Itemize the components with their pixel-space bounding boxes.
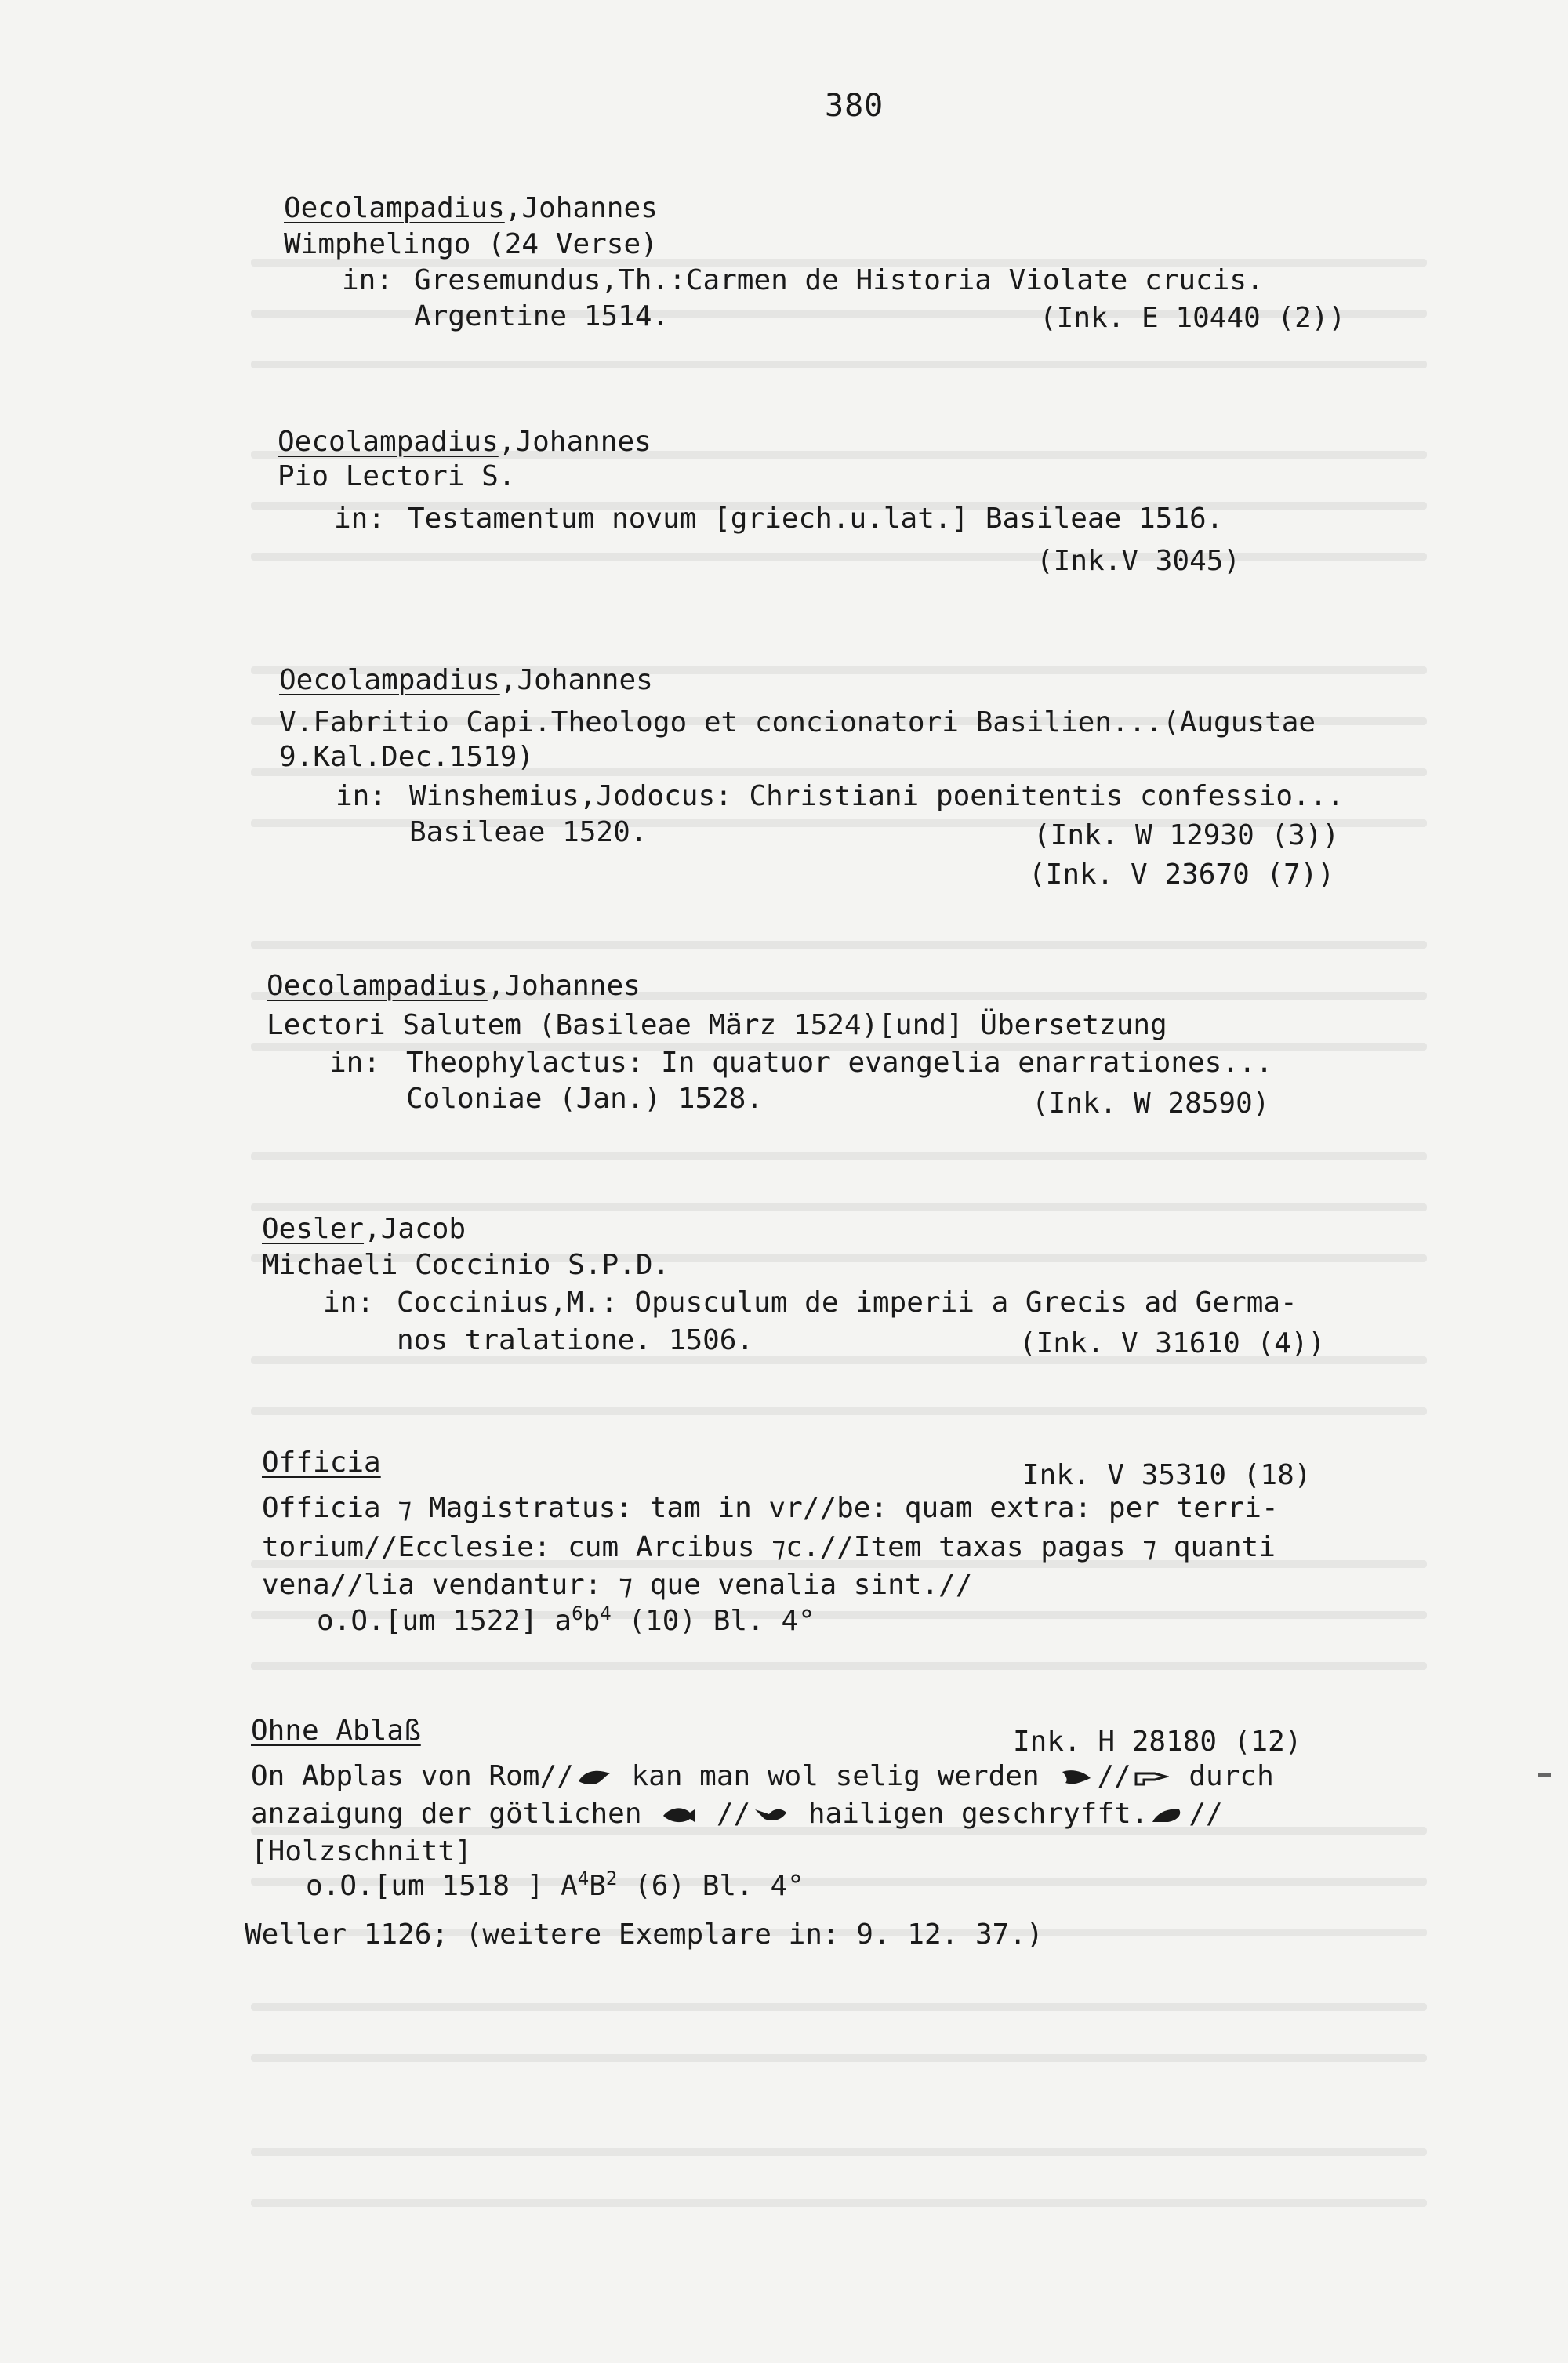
title-text: // <box>699 1798 751 1830</box>
collation-superscript: 4 <box>600 1603 612 1624</box>
imprint-extent: (10) Bl. 4° <box>611 1605 815 1637</box>
leaf-ornament-icon <box>753 1805 788 1825</box>
margin-mark <box>1538 1773 1551 1777</box>
author-surname: Oecolampadius <box>279 664 500 696</box>
imprint: nos tralatione. 1506. <box>397 1324 754 1356</box>
title-text: On Abplas von Rom// <box>251 1760 574 1792</box>
author-heading <box>262 1212 466 1247</box>
title-text: anzaigung der götlichen <box>251 1798 659 1830</box>
collation-signature: B <box>589 1870 606 1902</box>
collation-superscript: 2 <box>605 1868 618 1889</box>
author-given-name: ,Johannes <box>498 426 652 458</box>
shelfmark: (Ink. W 28590) <box>1032 1087 1270 1120</box>
collation-superscript: 4 <box>577 1868 590 1889</box>
page-number: 380 <box>825 88 884 124</box>
source-work: Testamentum novum [griech.u.lat.] Basileae 1516. <box>408 503 1224 535</box>
imprint-extent: (6) Bl. 4° <box>617 1870 804 1902</box>
shelfmark: Ink. H 28180 (12) <box>1013 1726 1302 1758</box>
leaf-ornament-icon <box>1151 1805 1185 1825</box>
collation-signature: b <box>583 1605 601 1637</box>
author-heading <box>267 969 641 1004</box>
leaf-ornament-icon <box>1059 1767 1094 1788</box>
entry-title: Michaeli Coccinio S.P.D. <box>262 1249 670 1281</box>
shelfmark: (Ink.V 3045) <box>1036 545 1241 577</box>
pointing-hand-icon <box>1134 1767 1169 1788</box>
title-text: durch <box>1171 1760 1274 1792</box>
title-text: hailigen geschryfft. <box>791 1798 1149 1830</box>
in-label: in: <box>342 264 394 296</box>
author-given-name: ,Johannes <box>499 664 653 696</box>
in-label: in: <box>334 503 386 535</box>
author-surname: Oecolampadius <box>284 192 505 224</box>
shelfmark: (Ink. E 10440 (2)) <box>1040 302 1346 334</box>
entry-heading: Officia <box>262 1446 381 1479</box>
imprint <box>306 1869 804 1904</box>
in-label: in: <box>336 780 387 812</box>
title-text: // <box>1189 1798 1223 1830</box>
title-line: Officia ⁊ Magistratus: tam in vr//be: quam extra: per terri- <box>262 1492 1279 1524</box>
title-line <box>251 1759 1274 1794</box>
shelfmark: (Ink. V 23670 (7)) <box>1029 858 1335 891</box>
shelfmark: Ink. V 35310 (18) <box>1022 1459 1312 1491</box>
in-label: in: <box>329 1047 381 1079</box>
title-line: vena//lia vendantur: ⁊ que venalia sint.// <box>262 1569 973 1601</box>
author-surname: Oesler <box>262 1213 365 1245</box>
entry-title-continued: 9.Kal.Dec.1519) <box>279 741 535 773</box>
in-label: in: <box>323 1287 375 1319</box>
entry-title: V.Fabritio Capi.Theologo et concionatori Basilien...(Augustae <box>279 706 1316 739</box>
leaf-ornament-icon <box>662 1805 696 1825</box>
imprint: Argentine 1514. <box>414 300 670 332</box>
imprint-text: o.O.[um 1522] a <box>317 1605 572 1637</box>
shelfmark: (Ink. W 12930 (3)) <box>1033 819 1340 851</box>
leaf-ornament-icon <box>577 1767 612 1788</box>
title-text: // <box>1097 1760 1131 1792</box>
reference-note: Weller 1126; (weitere Exemplare in: 9. 12. 37.) <box>245 1918 1044 1951</box>
title-line <box>251 1797 1223 1831</box>
author-surname: Oecolampadius <box>278 426 499 458</box>
author-heading <box>278 425 652 459</box>
title-line: torium//Ecclesie: cum Arcibus ⁊c.//Item taxas pagas ⁊ quanti <box>262 1531 1276 1563</box>
entry-heading: Ohne Ablaß <box>251 1715 421 1747</box>
author-heading <box>279 663 653 698</box>
author-heading <box>284 191 658 226</box>
source-work: Winshemius,Jodocus: Christiani poenitentis confessio... <box>409 780 1345 812</box>
author-given-name: ,Jacob <box>364 1213 466 1245</box>
woodcut-note: [Holzschnitt] <box>251 1835 472 1868</box>
entry-title: Lectori Salutem (Basileae März 1524)[und] Übersetzung <box>267 1009 1167 1041</box>
author-given-name: ,Johannes <box>487 970 641 1002</box>
shelfmark: (Ink. V 31610 (4)) <box>1019 1327 1326 1359</box>
imprint-text: o.O.[um 1518 ] A <box>306 1870 578 1902</box>
author-surname: Oecolampadius <box>267 970 488 1002</box>
entry-title: Wimphelingo (24 Verse) <box>284 228 658 260</box>
collation-superscript: 6 <box>572 1603 583 1624</box>
title-text: kan man wol selig werden <box>614 1760 1057 1792</box>
source-work: Coccinius,M.: Opusculum de imperii a Grecis ad Germa- <box>397 1287 1298 1319</box>
source-work: Gresemundus,Th.:Carmen de Historia Violate crucis. <box>414 264 1264 296</box>
entry-title: Pio Lectori S. <box>278 460 516 492</box>
imprint: Basileae 1520. <box>409 816 648 848</box>
author-given-name: ,Johannes <box>504 192 658 224</box>
imprint: Coloniae (Jan.) 1528. <box>406 1083 764 1115</box>
source-work: Theophylactus: In quatuor evangelia enarrationes... <box>406 1047 1273 1079</box>
imprint <box>317 1604 815 1639</box>
